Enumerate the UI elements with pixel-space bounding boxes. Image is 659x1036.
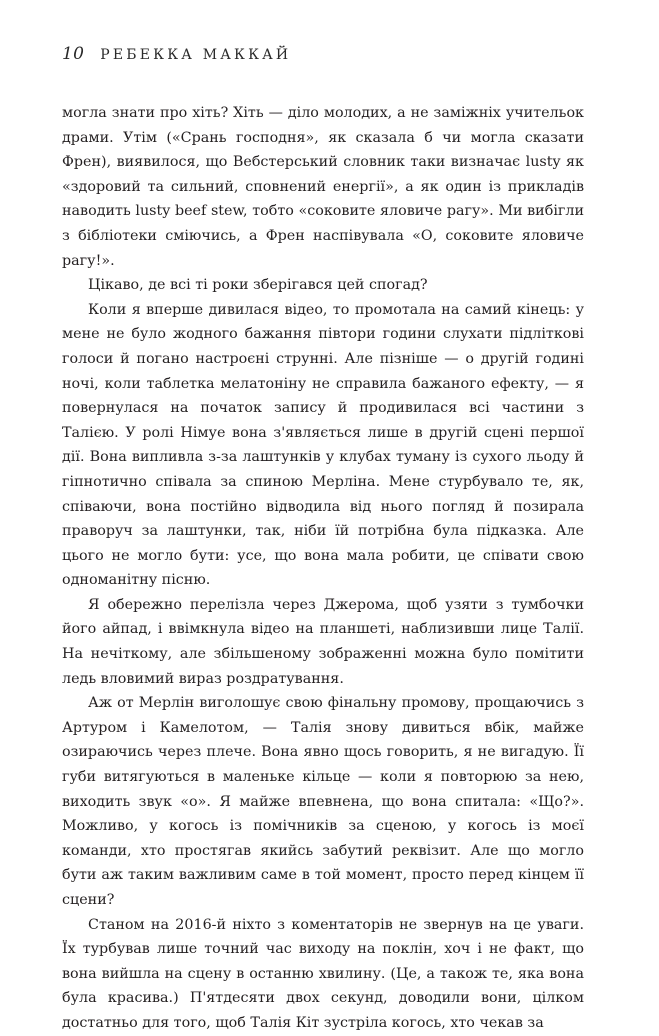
body-text: [62, 101, 584, 1036]
paragraph: Аж от Мерлін виголошує свою фінальну промову, прощаючись з Артуром і Камелотом, — Талія знову дивиться вбік, майже озираючись через плече. Вона явно щось говорить, я не вигадую. Її губи витягуються в маленьке кільце — коли я повторюю за нею, виходить звук «о». Я майже впевнена, що вона спитала: «Що?». Можливо, у когось із помічників за сценою, у когось із моєї команди, хто простягав якийсь забутий реквізит. Але що могло бути аж таким важливим саме в той момент, просто перед кінцем її сцени?: [62, 695, 584, 908]
paragraph: Станом на 2016-й ніхто з коментаторів не звернув на це уваги. Їх турбував лише точний час виходу на поклін, хоч і не факт, що вона вийшла на сцену в останню хвилину. (Це, а також те, яка вона була красива.) П'ятдесяти двох секунд, доводили вони, цілком достатньо для того, щоб Талія Кіт зустріла когось, хто чекав за: [62, 916, 584, 1031]
page-number: 10: [62, 44, 85, 64]
paragraph: Цікаво, де всі ті роки зберігався цей спогад?: [88, 277, 428, 294]
paragraph: могла знати про хіть? Хіть — діло молодих, а не заміжніх учительок драми. Утім («Срань господня», як сказала б чи могла сказати Френ), виявилося, що Вебстерський словник таки визначає lusty як «здоровий та сильний, сповнений енергії», а як один із прикладів наводить lusty beef stew, тобто «соковите яловиче рагу». Ми вибігли з бібліотеки сміючись, а Френ наспівувала «О, соковите яловиче рагу!».: [62, 105, 584, 269]
paragraph: Я обережно перелізла через Джерома, щоб узяти з тумбочки його айпад, і ввімкнула відео на планшеті, наблизивши лице Талії. На нечіткому, але збільшеному зображенні можна було помітити ледь вловимий вираз роздратування.: [62, 596, 584, 687]
page-header: [62, 44, 291, 74]
paragraph: Коли я вперше дивилася відео, то промотала на самий кінець: у мене не було жодного бажання півтори години слухати підліткові голоси й погано настроєні струнні. Але пізніше — о другій годині ночі, коли таблетка мелатоніну не справила бажаного ефекту, — я повернулася на початок запису й продивилася всі частини з Талією. У ролі Німуе вона з'являється лише в другій сцені першої дії. Вона випливла з-за лаштунків у клубах туману із сухого льоду й гіпнотично співала за спиною Мерліна. Мене стурбувало те, як, співаючи, вона постійно відводила від нього погляд й позирала праворуч за лаштунки, так, ніби їй потрібна була підказка. Але цього не могло бути: усе, що вона мала робити, це співати свою одноманітну пісню.: [62, 301, 584, 589]
running-head-author: РЕБЕККА МАККАЙ: [100, 47, 292, 63]
